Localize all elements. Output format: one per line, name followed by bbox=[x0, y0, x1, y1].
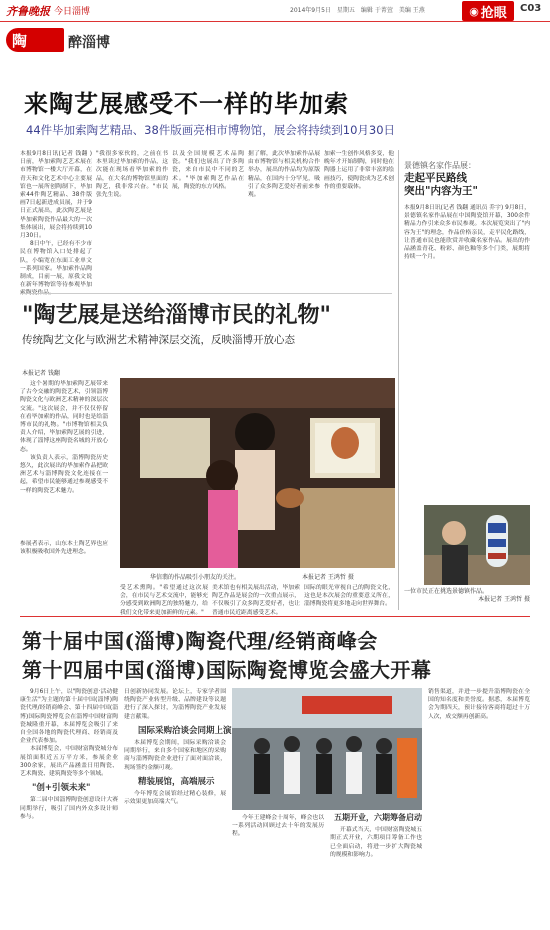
story3-column-3b: 五期开业，六期筹备启动 开幕式当天，中国财富陶瓷城五期正式开业，六期项目筹备工作也已全面启动，将进一步扩大陶瓷城的规模和影响力。 bbox=[330, 813, 422, 858]
sidebar-caption: 一位市民正在挑选景德镇作品。 本报记者 王鸿哲 摄 bbox=[404, 588, 530, 603]
section-divider bbox=[20, 616, 530, 617]
page-number: C03 bbox=[520, 3, 542, 14]
section-name: 醉淄博 bbox=[68, 35, 110, 51]
sidebar-photo bbox=[424, 505, 530, 585]
column-divider bbox=[398, 150, 399, 610]
main-photo-credit: 本报记者 王鸿哲 摄 bbox=[302, 574, 354, 581]
headline: 来陶艺展感受不一样的毕加索 bbox=[24, 90, 349, 118]
masthead-meta bbox=[290, 5, 425, 14]
section-logo: 陶 bbox=[6, 28, 64, 52]
lead-column-5: 加索一生创作风格多变，他晚年才开始制陶，同时他在陶器上运用了非常丰富的绘画技巧，使陶瓷成为艺术创作的重要载体。 bbox=[324, 151, 394, 190]
divider bbox=[20, 293, 392, 294]
byline: 本报记者 钱翻 bbox=[22, 370, 60, 377]
story2-column-1: 这个暑期的毕加索陶艺展带来了古今交融的陶瓷艺术，引领淄博陶瓷文化与欧洲艺术精神的深层次交流。"这次展会，并不仅仅停留在看毕加索的作品，同时也是给淄博市民的礼物。"市博物馆相关负责人介绍，毕加索陶艺展的引进，体现了淄博这座陶瓷名城的开放心态。 该负责人表示，淄博陶瓷历史悠久，此次展出的毕加索作品把欧洲艺术与淄博陶瓷文化连接在一起，希望市民能够通过参观感受不一样的陶瓷艺术魅力。 bbox=[20, 381, 108, 494]
masthead bbox=[0, 0, 550, 22]
lead-column-2: "我很多家伙的，之前在书本里读过毕加索的作品，这次能在现场看毕加索的作品，在大名的博物馆里面的陶艺，我非常兴奋。"市民张先生说。 bbox=[96, 151, 168, 199]
sidebar-kicker: 景德镇名家作品展： bbox=[404, 161, 476, 170]
lead-column-4: 据了解，此次毕加索作品展由市博物馆与相关机构合作举办，展出的作品均为原版精品，在国内十分罕见，吸引了众多陶艺爱好者前来参观。 bbox=[248, 151, 320, 199]
story2-column-4: 国际的眼光审视自己的陶瓷文化，这也是本次展会的重要意义所在，淄博陶瓷将更多地走向世界舞台。 bbox=[304, 585, 394, 608]
subheadline: 44件毕加索陶艺精品、38件版画亮相市博物馆，展会将持续到10月30日 bbox=[26, 123, 396, 137]
story3-column-2: 日创新协同发展。论坛上，专家学者围绕陶瓷产业转型升级、品牌建设等议题进行了深入探讨，为淄博陶瓷产业发展建言献策。 国际采购洽谈会同期上演 本届博览会期间，国际采购洽谈会同期举行，来自多个国家和地区的采购商与淄博陶瓷企业进行了面对面洽谈，现场签约金额可观。 精装展馆，高端展示 今年博览会展馆经过精心装修，展示效果更加高端大气。 bbox=[124, 689, 232, 806]
lead-column-1: 本报9月8日讯(记者 钱翻 ) 日前，毕加索陶艺艺术展在市博物馆一楼大厅开幕，在青天和文化艺术中心主要展馆也一展所创陶制下，毕加索44件陶艺精品、38件版画7日起新进成员展，并于9日正式展出，此次陶艺展是毕加索陶瓷作品最大的一次集体展出，展会将持续到10月30日。 8日中午，已经有不少市民在博物馆入口处排起了队，小编宽在东面工业单文一系列国家。毕加索作品陶制成，目前一展，原我文说在新年博物馆等待参观毕加 bbox=[20, 151, 92, 289]
story2-column-1b: 参展者表示，山东本土陶艺界也应该积极吸收国外先进理念。 bbox=[20, 541, 108, 556]
vase-photo bbox=[424, 505, 530, 585]
main-photo-caption: 华信翡的作品吸引小朋友的关注。 bbox=[150, 574, 241, 581]
news2-title-line1: 第十届中国(淄博)陶瓷代理/经销商峰会 bbox=[22, 629, 378, 653]
story3-column-1: 9月6日上午，以"陶瓷创意·活动健康生活"为主题的第十届中国(淄博)陶瓷代理/经销商峰会、第十四届中国(淄博)国际陶瓷博览会在淄博中国财富陶瓷城隆重开幕，本届博览会吸引了来自全国各地的陶瓷代理商、经销商及企业代表参加。 本届博览会，中国财富陶瓷城分布展馆面积近五万平方米，参展企业300余家，展出产品涵盖日用陶瓷、艺术陶瓷、建筑陶瓷等多个领域。 "创+引领未来" 第二届中国淄博陶瓷创意设计大赛同期举行，吸引了国内外众多设计师参与。 bbox=[20, 689, 118, 820]
pullquote-title: "陶艺展是送给淄博市民的礼物" bbox=[22, 302, 331, 328]
expo-opening-photo bbox=[232, 688, 422, 810]
brand-logo: 齐鲁晚报 bbox=[6, 4, 50, 18]
weekday: 星期五 bbox=[336, 7, 355, 14]
story2-column-3: 美术馆也有相关展出活动，毕加索陶艺作品是展会的一次重点展示，不仅吸引了众多陶艺爱好者，也让普通市民近距离感受艺术。 bbox=[212, 585, 300, 616]
lead-column-3: 以及全国规模艺术品陶瓷。"我们也展出了许多陶瓷，来自市民中不同的艺术。"毕加索陶艺作品在展，陶瓷的东方风格。 bbox=[172, 151, 244, 190]
sidebar-body: 本报9月8日讯(记者 钱翻 通讯员 乔宇) 9月8日，景德镇名家作品展在中国陶瓷馆开幕，300余件精品力作引来众多市民参观。本次展览突出了"内容为王"的理念，作品价格亲民，走平民化路线，让普通市民也能欣赏并收藏名家作品。展出的作品涵盖青花、粉彩、颜色釉等多个门类，展期将持续一个月。 bbox=[404, 205, 530, 261]
date: 2014年9月5日 bbox=[290, 7, 331, 14]
story3-column-4: 销售渠道，并进一步提升淄博陶瓷在全国的知名度和美誉度。据悉，本届博览会为期四天，预计接待客商将超过十万人次，成交额再创新高。 bbox=[428, 689, 530, 720]
pullquote-sub: 传统陶艺文化与欧洲艺术精神深层交流，反映淄博开放心态 bbox=[22, 334, 295, 346]
eye-icon: ◉ bbox=[469, 4, 479, 18]
exhibition-photo bbox=[120, 378, 395, 568]
edition-name: 今日淄博 bbox=[54, 7, 91, 17]
expo-photo bbox=[232, 688, 422, 810]
main-photo bbox=[120, 378, 395, 568]
story2-column-2: 受艺术熏陶。"希望通过这次展会，在市民与艺术交流中，能够充分感受到欧洲陶艺的独特魅力，给我们文化带来更加新鲜的元素。" bbox=[120, 585, 208, 616]
story3-column-3: 今年王建峰会十周年，峰会也以一系列活动回顾过去十年的发展历程。 bbox=[232, 815, 324, 838]
news2-title-line2: 第十四届中国(淄博)国际陶瓷博览会盛大开幕 bbox=[22, 658, 432, 682]
section-badge: ◉ 抢眼 bbox=[462, 1, 514, 21]
section-header bbox=[6, 26, 146, 54]
editor: 编辑 于菁萱 bbox=[360, 7, 393, 14]
sidebar-title: 走起平民路线 突出"内容为王" bbox=[404, 172, 478, 197]
designer: 美编 王燕 bbox=[398, 7, 425, 14]
